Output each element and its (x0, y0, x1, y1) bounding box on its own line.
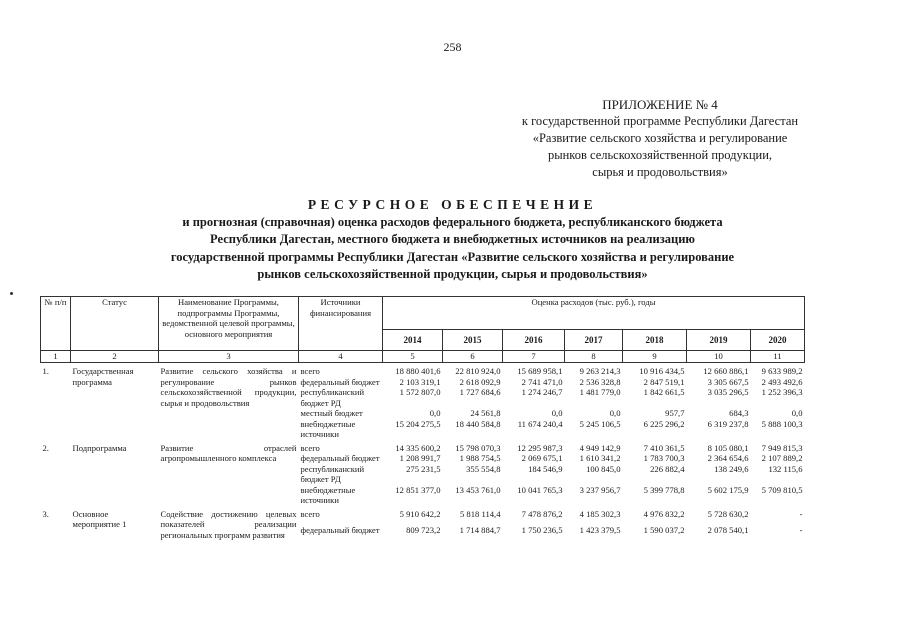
row-amount: 18 880 401,6 (395, 366, 441, 376)
row-amount: 2 364 654,6 (707, 453, 749, 463)
row-amount: 8 105 080,1 (707, 442, 749, 453)
row-number: 2. (42, 442, 49, 453)
row-amount: 5 602 175,9 (707, 484, 749, 495)
row-amount: 18 440 584,8 (455, 418, 501, 429)
column-number: 11 (751, 351, 805, 363)
row-amount: 275 231,5 (406, 463, 441, 474)
row-amount: 7 478 876,2 (521, 508, 563, 519)
row-amount: 1 610 341,2 (579, 453, 621, 463)
row-funding-source: республиканский бюджет РД (300, 463, 365, 484)
row-amount: 0,0 (551, 408, 563, 418)
appendix-title: ПРИЛОЖЕНИЕ № 4 (602, 97, 718, 112)
row-status: Государственная программа (72, 366, 134, 387)
row-amount: 3 035 296,5 (707, 387, 749, 397)
row-number: 3. (42, 508, 49, 519)
row-amount: 15 798 070,3 (455, 442, 501, 453)
header-year: 2017 (565, 330, 623, 351)
table-body (41, 363, 805, 541)
row-amount: 184 546,9 (528, 463, 563, 474)
header-year: 2015 (443, 330, 503, 351)
appendix-line: «Развитие сельского хозяйства и регулирование (532, 131, 788, 145)
header-year: 2016 (503, 330, 565, 351)
row-amount: 7 410 361,5 (643, 442, 685, 453)
row-amount: 0,0 (609, 408, 621, 418)
row-amount: 2 741 471,0 (521, 376, 563, 387)
row-amount: 684,3 (729, 408, 749, 418)
row-funding-source: всего (300, 366, 320, 376)
row-amount: 9 633 989,2 (761, 366, 803, 376)
row-amount: 2 536 328,8 (579, 376, 621, 387)
column-number: 4 (299, 351, 383, 363)
column-number: 9 (623, 351, 687, 363)
row-funding-source: всего (300, 508, 320, 519)
table-row (41, 363, 805, 377)
row-amount: 10 041 765,3 (517, 484, 563, 495)
heading-line: государственной программы Республики Дагестан «Развитие сельского хозяйства и регулирование (170, 249, 735, 264)
row-amount: 1 481 779,0 (579, 387, 621, 397)
row-amount: 5 399 778,8 (643, 484, 685, 495)
row-amount: 4 976 832,2 (643, 508, 685, 519)
column-number: 5 (383, 351, 443, 363)
row-amount: 14 335 600,2 (395, 442, 441, 453)
row-amount: 5 245 106,5 (579, 418, 621, 429)
row-amount: 138 249,6 (714, 463, 749, 474)
page-number: 258 (443, 40, 462, 54)
margin-mark (10, 292, 13, 295)
row-amount: 5 709 810,5 (761, 484, 803, 495)
column-number: 10 (687, 351, 751, 363)
column-number: 3 (159, 351, 299, 363)
row-amount: 12 295 987,3 (517, 442, 563, 453)
row-amount: 100 845,0 (586, 463, 621, 474)
row-amount: 2 493 492,6 (761, 376, 803, 387)
row-status: Подпрограмма (72, 442, 127, 453)
row-amount: 6 225 296,2 (643, 418, 685, 429)
row-amount: 13 453 761,0 (455, 484, 501, 495)
document-title: РЕСУРСНОЕ ОБЕСПЕЧЕНИЕ (307, 197, 598, 212)
column-number: 2 (71, 351, 159, 363)
row-amount: 1 208 991,7 (399, 453, 441, 463)
row-amount: - (799, 524, 803, 535)
row-amount: 22 810 924,0 (455, 366, 501, 376)
header-sources: Источники финансирования (299, 297, 383, 351)
row-amount: 132 115,6 (768, 463, 803, 474)
row-amount: 1 783 700,3 (643, 453, 685, 463)
table-row (41, 440, 805, 454)
row-amount: 1 988 754,5 (459, 453, 501, 463)
appendix-block (430, 96, 890, 181)
row-amount: 4 185 302,3 (579, 508, 621, 519)
row-amount: 355 554,8 (466, 463, 501, 474)
header-name: Наименование Программы, подпрограммы Программы, ведомственной целевой программы, основного мероприятия (159, 297, 299, 351)
row-amount: 3 237 956,7 (579, 484, 621, 495)
row-amount: 957,7 (665, 408, 685, 418)
header-year: 2018 (623, 330, 687, 351)
row-amount: 1 572 807,0 (399, 387, 441, 397)
row-amount: 0,0 (429, 408, 441, 418)
document-heading (0, 196, 905, 284)
row-amount: 1 714 884,7 (459, 524, 501, 535)
row-amount: 10 916 434,5 (639, 366, 685, 376)
column-number: 1 (41, 351, 71, 363)
row-number: 1. (42, 366, 49, 376)
row-amount: 809 723,2 (406, 524, 441, 535)
header-year: 2014 (383, 330, 443, 351)
header-year: 2019 (687, 330, 751, 351)
row-amount: 7 949 815,3 (761, 442, 803, 453)
row-amount: 24 561,8 (470, 408, 501, 418)
row-amount: 1 750 236,5 (521, 524, 563, 535)
row-program-name: Содействие достижению целевых показателей реализации региональных программ развития (160, 508, 297, 540)
row-amount: 12 660 886,1 (703, 366, 749, 376)
column-number: 7 (503, 351, 565, 363)
appendix-line: к государственной программе Республики Дагестан (521, 114, 799, 128)
row-funding-source: внебюджетные источники (300, 484, 356, 505)
row-funding-source: местный бюджет (300, 408, 363, 418)
column-number: 8 (565, 351, 623, 363)
row-amount: 1 423 379,5 (579, 524, 621, 535)
appendix-line: рынков сельскохозяйственной продукции, (547, 148, 773, 162)
row-funding-source: федеральный бюджет (300, 453, 380, 463)
row-amount: 6 319 237,8 (707, 418, 749, 429)
row-funding-source: внебюджетные источники (300, 418, 356, 439)
table-row (41, 506, 805, 525)
row-program-name: Развитие отраслей агропромышленного комплекса (160, 442, 297, 463)
row-amount: 1 252 396,3 (761, 387, 803, 397)
row-amount: 1 590 037,2 (643, 524, 685, 535)
row-program-name: Развитие сельского хозяйства и регулирование рынков сельскохозяйственной продукции, сырья и продовольствия (160, 366, 297, 408)
heading-line: и прогнозная (справочная) оценка расходов федерального бюджета, республиканского бюджета (182, 214, 723, 229)
row-funding-source: федеральный бюджет (300, 376, 380, 387)
row-amount: 2 103 319,1 (399, 376, 441, 387)
row-amount: 5 818 114,4 (459, 508, 501, 519)
row-amount: 11 674 240,4 (517, 418, 563, 429)
row-amount: 4 949 142,9 (579, 442, 621, 453)
row-amount: 9 263 214,3 (579, 366, 621, 376)
row-amount: 226 882,4 (650, 463, 685, 474)
row-funding-source: республиканский бюджет РД (300, 387, 365, 408)
row-status: Основное мероприятие 1 (72, 508, 127, 529)
row-amount: 1 842 661,5 (643, 387, 685, 397)
row-funding-source: всего (300, 442, 320, 453)
row-amount: 3 305 667,5 (707, 376, 749, 387)
row-amount: 2 078 540,1 (707, 524, 749, 535)
row-amount: 5 728 630,2 (707, 508, 749, 519)
column-number: 6 (443, 351, 503, 363)
appendix-line: сырья и продовольствия» (592, 165, 728, 179)
header-num: № п/п (41, 297, 71, 351)
row-amount: - (799, 508, 803, 519)
row-funding-source: федеральный бюджет (300, 524, 380, 535)
row-amount: 2 847 519,1 (643, 376, 685, 387)
row-amount: 2 107 889,2 (761, 453, 803, 463)
header-estimate: Оценка расходов (тыс. руб.), годы (383, 297, 805, 330)
row-amount: 15 689 958,1 (517, 366, 563, 376)
row-amount: 1 727 684,6 (459, 387, 501, 397)
header-year: 2020 (751, 330, 805, 351)
row-amount: 12 851 377,0 (395, 484, 441, 495)
heading-line: Республики Дагестан, местного бюджета и внебюджетных источников на реализацию (210, 232, 695, 246)
row-amount: 2 069 675,1 (521, 453, 563, 463)
row-amount: 2 618 092,9 (459, 376, 501, 387)
heading-line: рынков сельскохозяйственной продукции, сырья и продовольствия» (257, 267, 648, 281)
resource-table (40, 296, 805, 540)
header-status: Статус (71, 297, 159, 351)
row-amount: 1 274 246,7 (521, 387, 563, 397)
row-amount: 15 204 275,5 (395, 418, 441, 429)
row-amount: 5 888 100,3 (761, 418, 803, 429)
row-amount: 0,0 (791, 408, 803, 418)
row-amount: 5 910 642,2 (399, 508, 441, 519)
